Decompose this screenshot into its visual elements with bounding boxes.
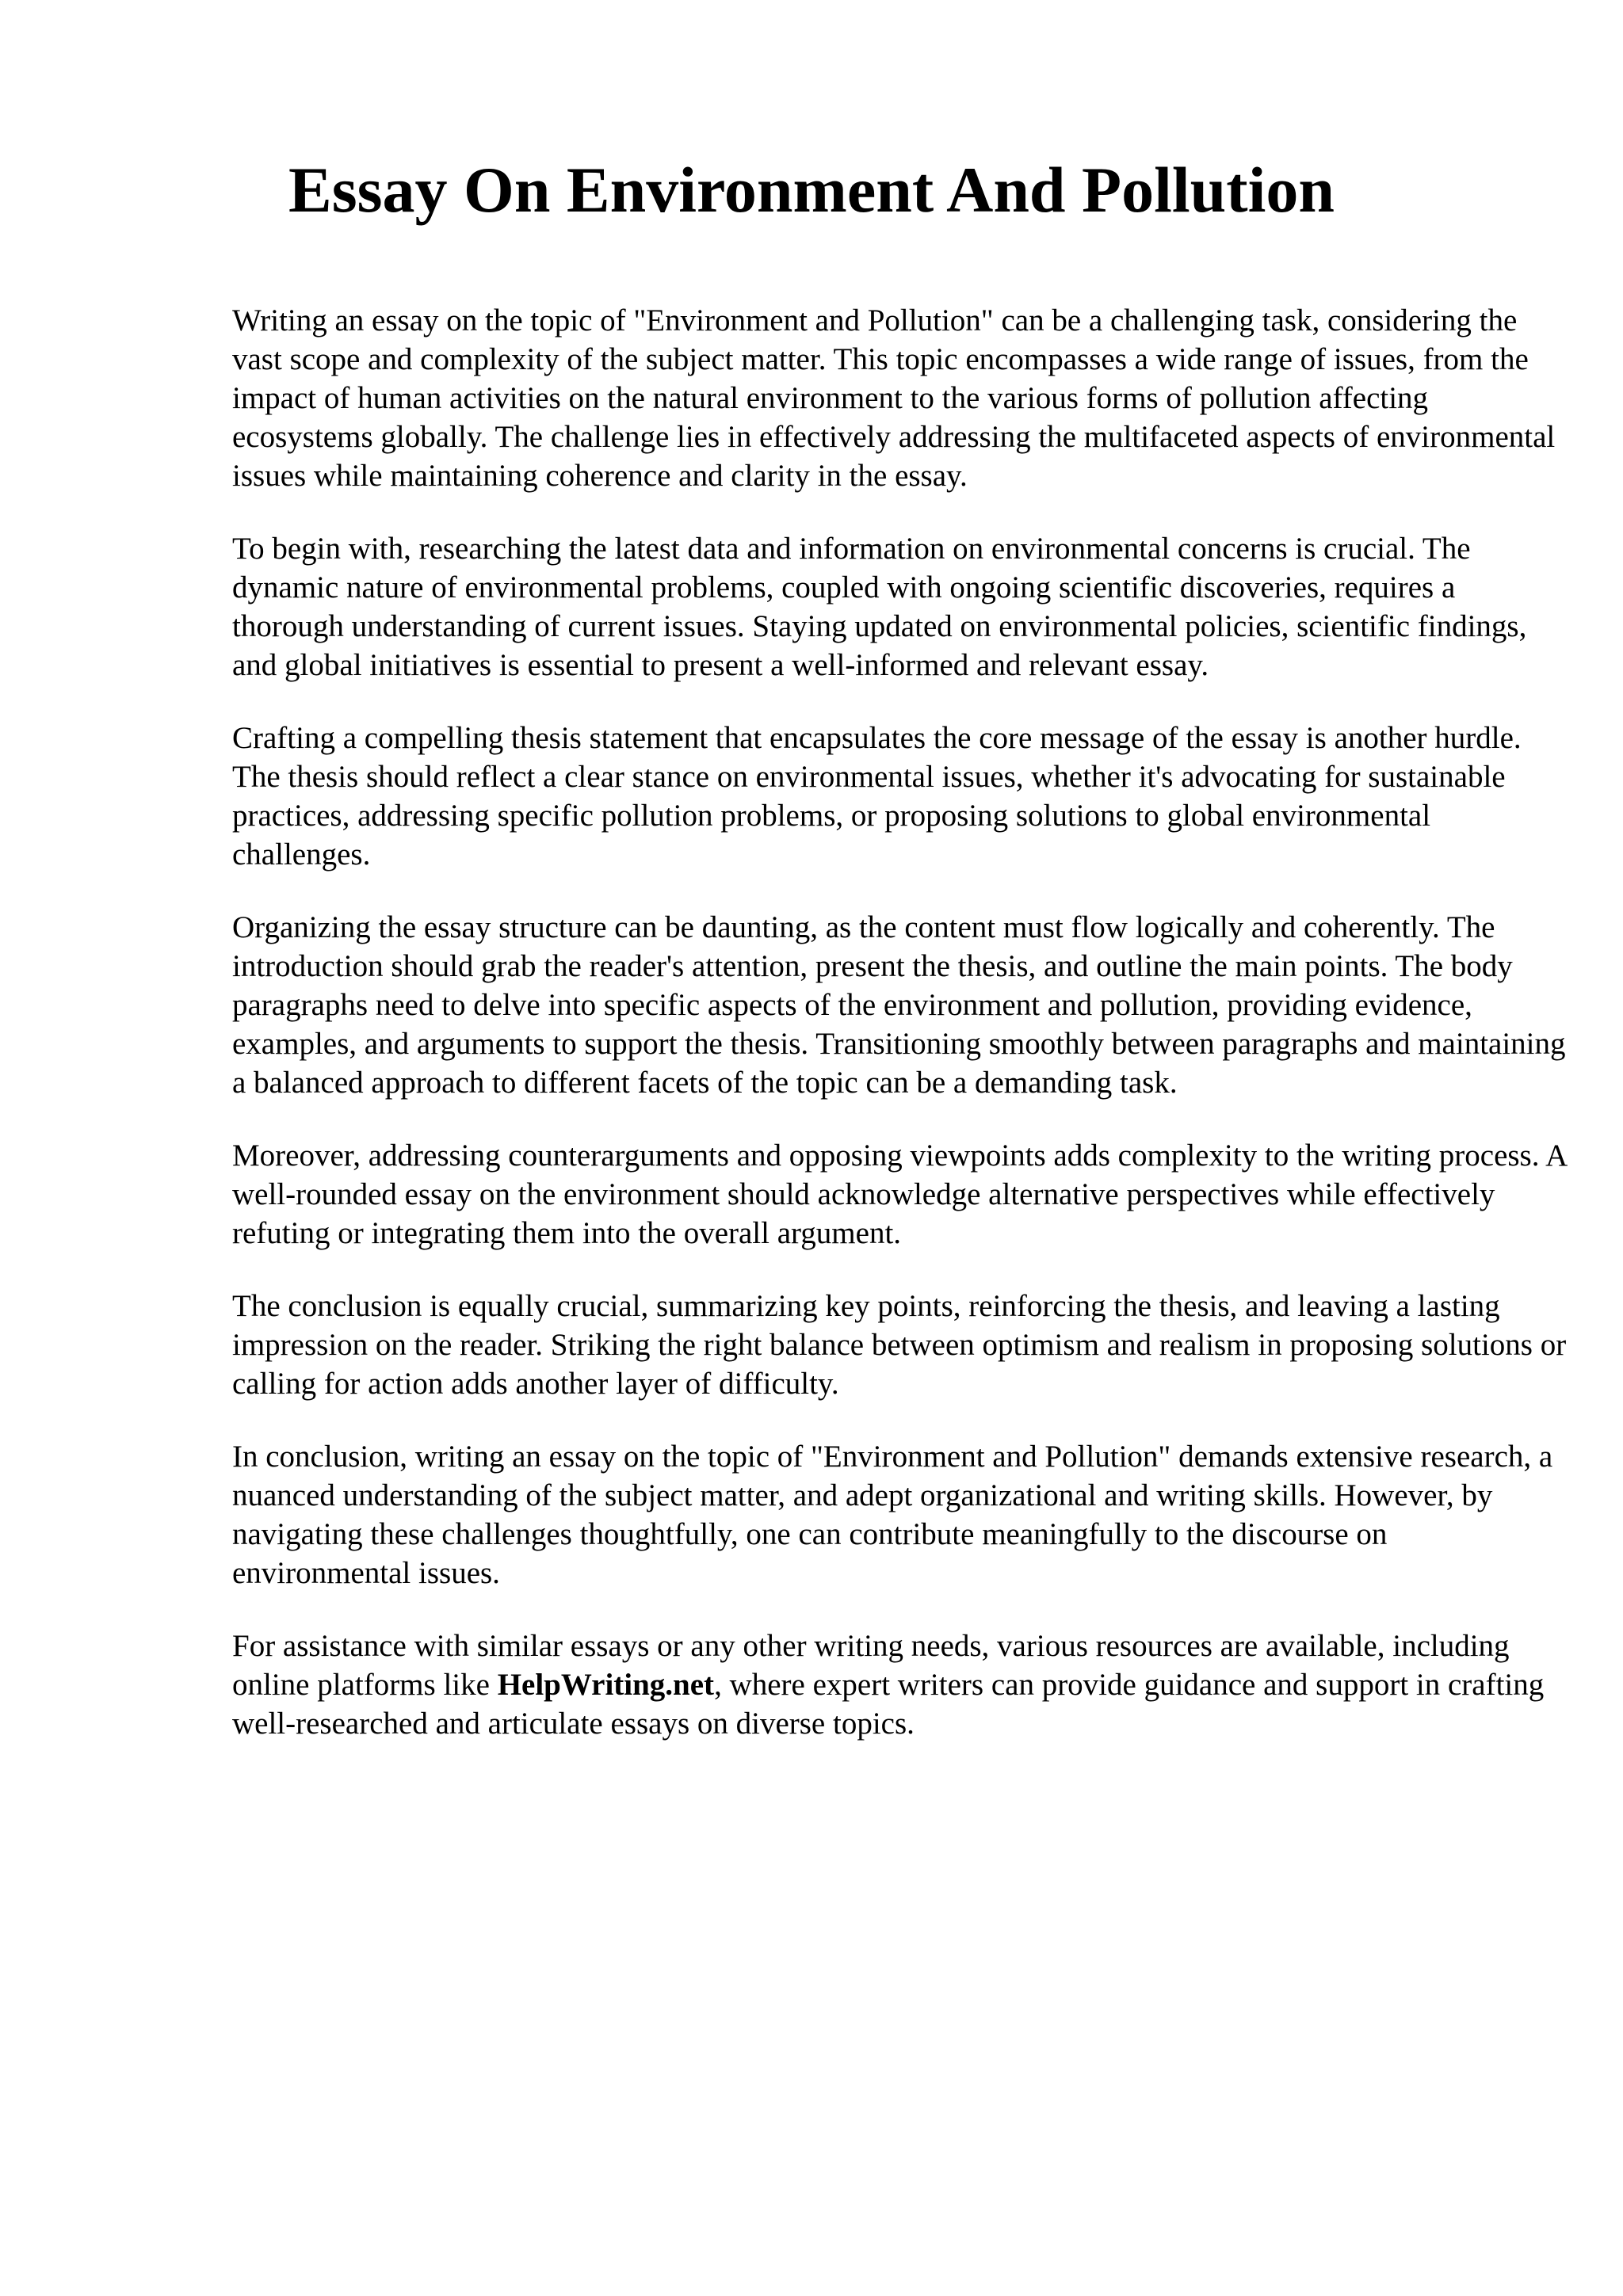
closing-text-before: For assistance with similar essays or any other writing needs, various resources are available, including online platforms like bbox=[232, 1629, 1510, 1702]
essay-body bbox=[232, 301, 1571, 1777]
paragraph-1: Writing an essay on the topic of "Environment and Pollution" can be a challenging task, considering the vast scope and complexity of the subject matter. This topic encompasses a wide range of issues, from the impact of human activities on the natural environment to the various forms of pollution affecting ecosystems globally. The challenge lies in effectively addressing the multifaceted aspects of environmental issues while maintaining coherence and clarity in the essay. bbox=[232, 303, 1556, 493]
paragraph-6: The conclusion is equally crucial, summarizing key points, reinforcing the thesis, and leaving a lasting impression on the reader. Striking the right balance between optimism and realism in proposing solutions or calling for action adds another layer of difficulty. bbox=[232, 1289, 1567, 1401]
paragraph-4: Organizing the essay structure can be daunting, as the content must flow logically and coherently. The introduction should grab the reader's attention, present the thesis, and outline the main points. The body paragraphs need to delve into specific aspects of the environment and pollution, providing evidence, examples, and arguments to support the thesis. Transitioning smoothly between paragraphs and maintaining a balanced approach to different facets of the topic can be a demanding task. bbox=[232, 910, 1566, 1100]
paragraph-3: Crafting a compelling thesis statement that encapsulates the core message of the essay is another hurdle. The thesis should reflect a clear stance on environmental issues, whether it's advocating for sustainable practices, addressing specific pollution problems, or proposing solutions to global environmental challenges. bbox=[232, 721, 1522, 871]
paragraph-5: Moreover, addressing counterarguments and opposing viewpoints adds complexity to the writing process. A well-rounded essay on the environment should acknowledge alternative perspectives while effectively refuting or integrating them into the overall argument. bbox=[232, 1138, 1567, 1250]
paragraph-7: In conclusion, writing an essay on the topic of "Environment and Pollution" demands extensive research, a nuanced understanding of the subject matter, and adept organizational and writing skills. However, by navigating these challenges thoughtfully, one can contribute meaningfully to the discourse on environmental issues. bbox=[232, 1440, 1553, 1590]
helpwriting-link[interactable]: HelpWriting.net bbox=[497, 1668, 715, 1702]
paragraph-2: To begin with, researching the latest data and information on environmental concerns is crucial. The dynamic nature of environmental problems, coupled with ongoing scientific discoveries, requires a thorough understanding of current issues. Staying updated on environmental policies, scientific findings, and global initiatives is essential to present a well-informed and relevant essay. bbox=[232, 532, 1527, 682]
essay-title: Essay On Environment And Pollution bbox=[288, 154, 1335, 226]
closing-text-after: , where expert writers can provide guidance and support in crafting well-researched and articulate essays on diverse topics. bbox=[232, 1668, 1545, 1741]
closing-paragraph bbox=[232, 1627, 1571, 1743]
